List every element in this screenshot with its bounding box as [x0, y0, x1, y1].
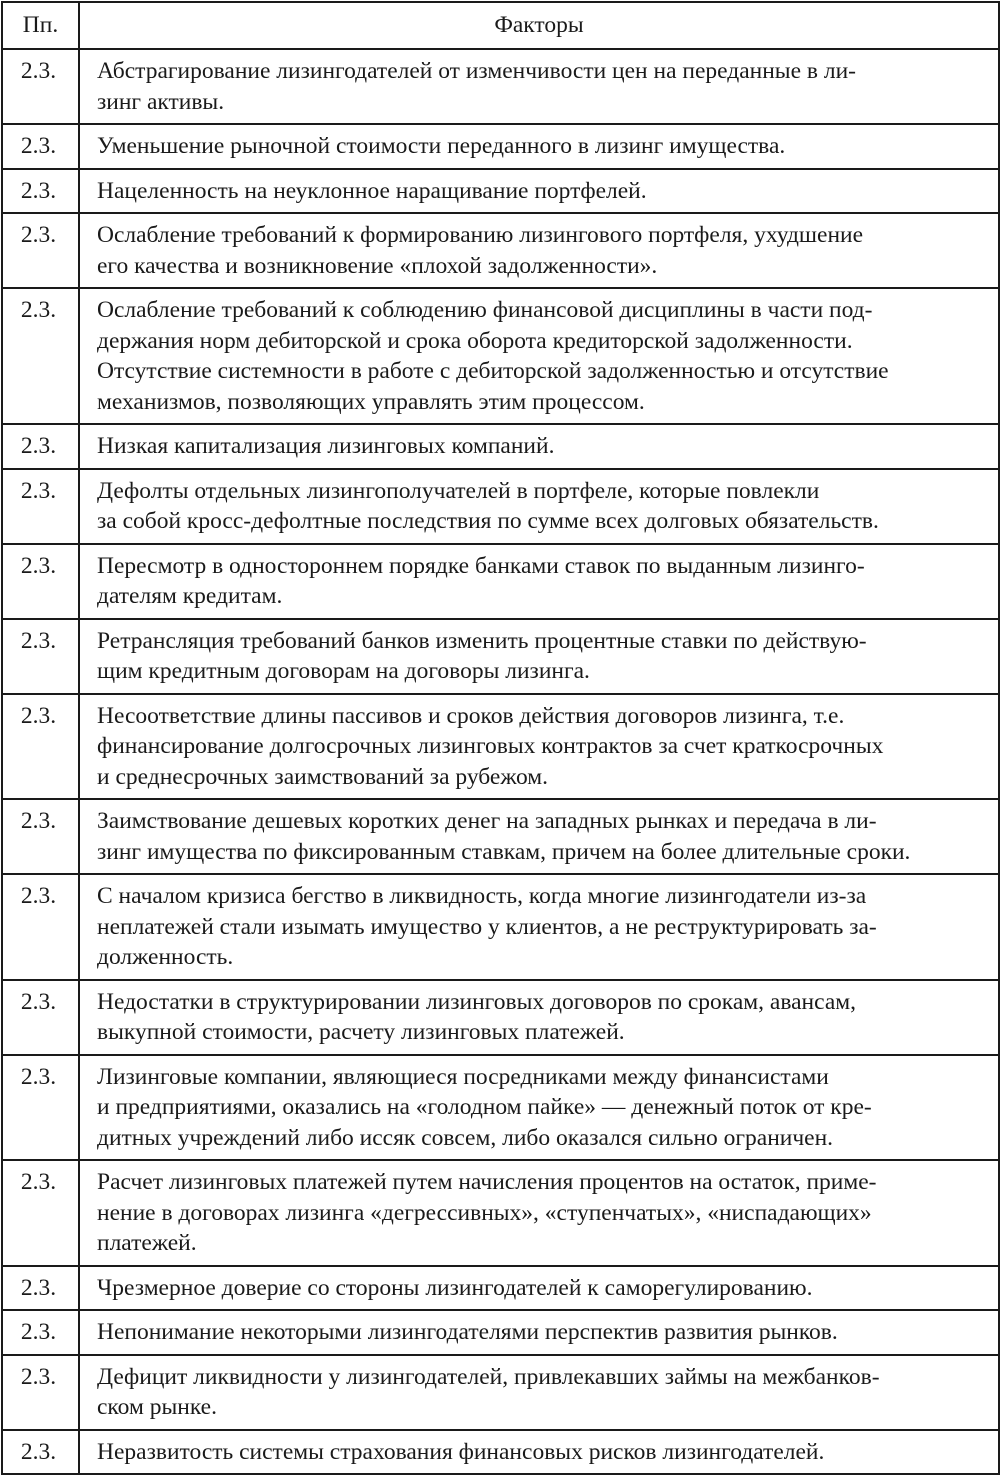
row-factor-text: Непонимание некоторыми лизингодателями перспектив развития рынков. — [97, 1319, 838, 1345]
row-number: 2.3. — [2, 619, 79, 694]
row-factor-cell — [79, 619, 999, 694]
row-factor-text: Недостатки в структурировании лизинговых договоров по срокам, авансам, выкупной стоимости, расчету лизинговых платежей. — [97, 988, 857, 1045]
header-factors: Факторы — [79, 2, 999, 49]
row-number: 2.3. — [2, 694, 79, 800]
table-row — [2, 1355, 999, 1430]
row-number: 2.3. — [2, 980, 79, 1055]
row-number: 2.3. — [2, 288, 79, 424]
table-row — [2, 1266, 999, 1311]
row-number: 2.3. — [2, 874, 79, 980]
table-row — [2, 619, 999, 694]
row-factor-text: Дефолты отдельных лизингополучателей в портфеле, которые повлекли за собой кросс-дефолтные последствия по сумме всех долговых обязательств. — [97, 477, 879, 534]
row-number: 2.3. — [2, 1055, 79, 1161]
row-factor-text: Ретрансляция требований банков изменить процентные ставки по действую- щим кредитным договорам на договоры лизинга. — [97, 627, 867, 684]
row-factor-text: Неразвитость системы страхования финансовых рисков лизингодателей. — [97, 1438, 825, 1465]
table-row — [2, 694, 999, 800]
row-factor-cell — [79, 1310, 999, 1355]
row-factor-text: Абстрагирование лизингодателей от изменчивости цен на переданные в ли- зинг активы. — [97, 58, 856, 115]
row-factor-cell — [79, 424, 999, 469]
row-factor-cell — [79, 49, 999, 124]
row-factor-cell — [79, 288, 999, 424]
row-factor-text: Ослабление требований к соблюдению финансовой дисциплины в части под- держания норм дебиторской и срока оборота кредиторской задолженности. Отсутствие системности в работе с дебиторской задолженностью и отсутствие механизмов, позволяющих управлять этим процессом. — [97, 297, 889, 415]
row-factor-text: Ослабление требований к формированию лизингового портфеля, ухудшение его качества и возникновение «плохой задолженности». — [97, 222, 864, 279]
table-row — [2, 288, 999, 424]
row-factor-text: Лизинговые компании, являющиеся посредниками между финансистами и предприятиями, оказались на «голодном пайке» — денежный поток от кре- дитных учреждений либо иссяк совсем, либо оказался сильно ограничен. — [97, 1063, 872, 1151]
table-row — [2, 124, 999, 169]
table-row — [2, 1430, 999, 1475]
row-factor-text: Чрезмерное доверие со стороны лизингодателей к саморегулированию. — [97, 1274, 813, 1301]
row-factor-cell — [79, 1160, 999, 1266]
table-row — [2, 169, 999, 214]
row-factor-cell — [79, 1355, 999, 1430]
row-number: 2.3. — [2, 544, 79, 619]
row-factor-cell — [79, 1266, 999, 1311]
table-header-row — [2, 2, 999, 49]
row-factor-text: Заимствование дешевых коротких денег на западных рынках и передача в ли- зинг имущества по фиксированным ставкам, причем на более длительные сроки. — [97, 808, 911, 865]
row-factor-text: Низкая капитализация лизинговых компаний. — [97, 433, 555, 459]
row-number: 2.3. — [2, 469, 79, 544]
row-factor-cell — [79, 169, 999, 214]
row-number: 2.3. — [2, 424, 79, 469]
table-row — [2, 213, 999, 288]
row-factor-cell — [79, 874, 999, 980]
table-row — [2, 1310, 999, 1355]
row-factor-text: Несоответствие длины пассивов и сроков действия договоров лизинга, т.е. финансирование долгосрочных лизинговых контрактов за счет краткосрочных и среднесрочных заимствований за рубежом. — [97, 702, 884, 790]
table-row — [2, 424, 999, 469]
table-row — [2, 799, 999, 874]
row-number: 2.3. — [2, 1430, 79, 1475]
row-factor-cell — [79, 980, 999, 1055]
row-number: 2.3. — [2, 1310, 79, 1355]
row-number: 2.3. — [2, 1266, 79, 1311]
row-number: 2.3. — [2, 49, 79, 124]
row-number: 2.3. — [2, 213, 79, 288]
row-factor-text: Дефицит ликвидности у лизингодателей, привлекавших займы на межбанков- ском рынке. — [97, 1363, 880, 1420]
row-factor-cell — [79, 544, 999, 619]
table-row — [2, 874, 999, 980]
row-factor-text: Уменьшение рыночной стоимости переданного в лизинг имущества. — [97, 133, 786, 159]
row-factor-text: С началом кризиса бегство в ликвидность, когда многие лизингодатели из-за неплатежей стали изымать имущество у клиентов, а не реструктурировать за- долженность. — [97, 883, 877, 970]
row-factor-cell — [79, 799, 999, 874]
row-number: 2.3. — [2, 124, 79, 169]
row-factor-cell — [79, 469, 999, 544]
row-number: 2.3. — [2, 169, 79, 214]
row-factor-text: Пересмотр в одностороннем порядке банками ставок по выданным лизинго- дателям кредитам. — [97, 552, 865, 609]
table-row — [2, 980, 999, 1055]
row-factor-cell — [79, 124, 999, 169]
row-number: 2.3. — [2, 1160, 79, 1266]
header-num: Пп. — [2, 2, 79, 49]
row-factor-cell — [79, 1055, 999, 1161]
table-row — [2, 544, 999, 619]
table-row — [2, 469, 999, 544]
row-factor-cell — [79, 694, 999, 800]
table-row — [2, 49, 999, 124]
table-row — [2, 1160, 999, 1266]
factors-table — [1, 1, 1000, 1475]
row-factor-text: Нацеленность на неуклонное наращивание портфелей. — [97, 177, 647, 204]
row-factor-text: Расчет лизинговых платежей путем начисления процентов на остаток, приме- нение в договорах лизинга «дегрессивных», «ступенчатых», «ниспадающих» платежей. — [97, 1169, 877, 1256]
row-number: 2.3. — [2, 799, 79, 874]
table-row — [2, 1055, 999, 1161]
row-factor-cell — [79, 1430, 999, 1475]
row-factor-cell — [79, 213, 999, 288]
row-number: 2.3. — [2, 1355, 79, 1430]
